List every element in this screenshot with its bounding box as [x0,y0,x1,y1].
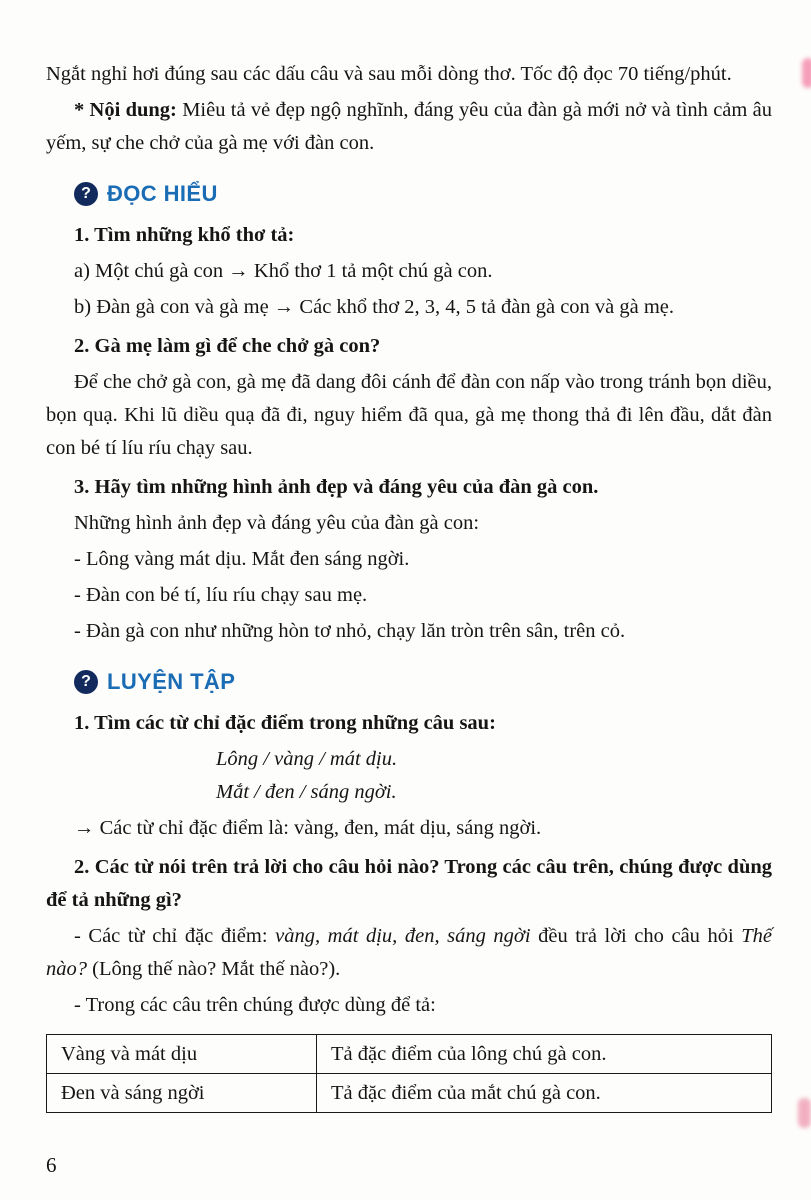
answer-run-plain: đều trả lời cho câu hỏi [530,925,742,947]
luyen-tap-q2-answer [46,920,772,986]
intro-paragraph: Ngắt nghỉ hơi đúng sau các dấu câu và sau mỗi dòng thơ. Tốc độ đọc 70 tiếng/phút. [46,63,732,85]
question-circle-icon: ? [74,182,98,206]
page-number: 6 [46,1153,57,1177]
answer-run-plain: (Lông thế nào? Mắt thế nào?). [87,958,341,980]
luyen-tap-q1-heading: 1. Tìm các từ chỉ đặc điểm trong những câu sau: [74,712,496,734]
section-title-luyen-tap: LUYỆN TẬP [107,669,236,694]
answer-table [46,1034,772,1113]
doc-hieu-q3-bullet: - Lông vàng mát dịu. Mắt đen sáng ngời. [74,548,410,570]
luyen-tap-q2-heading: 2. Các từ nói trên trả lời cho câu hỏi nào? Trong các câu trên, chúng được dùng để tả những gì? [46,856,772,911]
example-line: Mắt / đen / sáng ngời. [216,781,397,803]
example-line: Lông / vàng / mát dịu. [216,748,398,770]
table-row [47,1074,772,1113]
doc-hieu-q3-bullet: - Đàn gà con như những hòn tơ nhỏ, chạy lăn tròn trên sân, trên cỏ. [74,620,626,642]
section-header-luyen-tap [74,669,772,695]
doc-hieu-q1-item-a: a) Một chú gà con → Khổ thơ 1 tả một chú gà con. [74,260,493,282]
content-note-label: * Nội dung: [74,99,177,121]
scan-artifact [798,1098,811,1128]
answer-run-italic: vàng, mát dịu, đen, sáng ngời [275,925,531,947]
table-cell-desc: Tả đặc điểm của mắt chú gà con. [317,1074,772,1113]
section-header-doc-hieu [74,181,772,207]
doc-hieu-q2-heading: 2. Gà mẹ làm gì để che chở gà con? [74,335,381,357]
answer-run-plain: - Các từ chỉ đặc điểm: [74,925,276,947]
table-cell-term: Vàng và mát dịu [47,1035,317,1074]
luyen-tap-q1-answer: → Các từ chỉ đặc điểm là: vàng, đen, mát dịu, sáng ngời. [74,817,542,839]
content-note-text: Miêu tả vẻ đẹp ngộ nghĩnh, đáng yêu của đàn gà mới nở và tình cảm âu yếm, sự che chở của gà mẹ với đàn con. [46,99,773,154]
question-circle-icon: ? [74,670,98,694]
doc-hieu-q2-answer: Để che chở gà con, gà mẹ đã dang đôi cánh để đàn con nấp vào trong tránh bọn diều, bọn quạ. Khi lũ diều quạ đã đi, nguy hiểm đã qua, gà mẹ thong thả đi lên đầu, dắt đàn con bé tí líu ríu chạy sau. [46,371,772,459]
section-title-doc-hieu: ĐỌC HIỂU [107,181,218,206]
doc-hieu-q1-item-b: b) Đàn gà con và gà mẹ → Các khổ thơ 2, 3, 4, 5 tả đàn gà con và gà mẹ. [74,296,675,318]
doc-hieu-q3-intro: Những hình ảnh đẹp và đáng yêu của đàn gà con: [74,512,480,534]
doc-hieu-q1-heading: 1. Tìm những khổ thơ tả: [74,224,295,246]
luyen-tap-q2-line2: - Trong các câu trên chúng được dùng để tả: [74,994,436,1016]
doc-hieu-q3-heading: 3. Hãy tìm những hình ảnh đẹp và đáng yêu của đàn gà con. [74,476,599,498]
doc-hieu-q3-bullet: - Đàn con bé tí, líu ríu chạy sau mẹ. [74,584,368,606]
table-cell-term: Đen và sáng ngời [47,1074,317,1113]
table-cell-desc: Tả đặc điểm của lông chú gà con. [317,1035,772,1074]
scan-artifact [802,58,811,88]
table-row [47,1035,772,1074]
content-note-paragraph [46,94,772,160]
answer-run-italic: Thế nào? [46,925,772,980]
